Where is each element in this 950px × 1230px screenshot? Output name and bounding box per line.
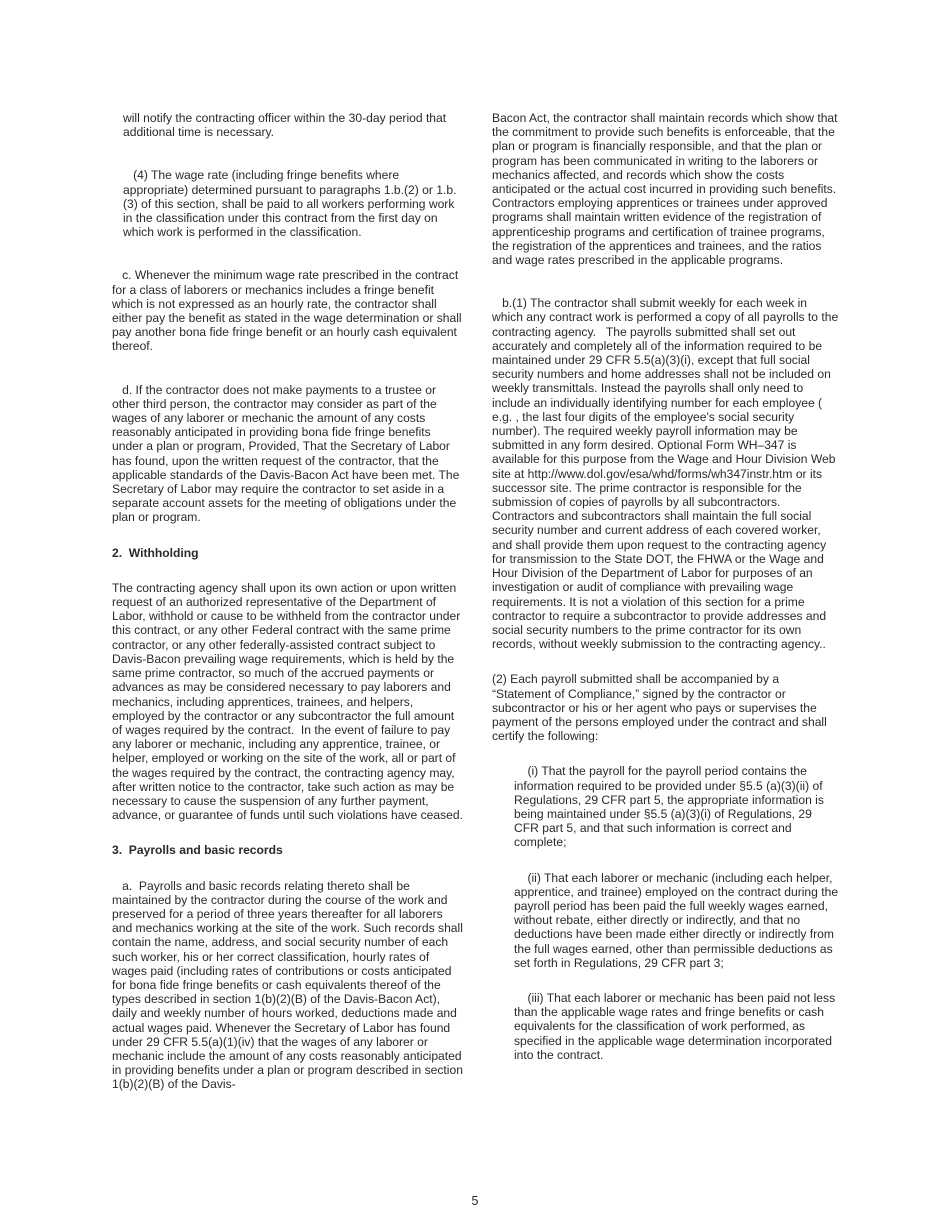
paragraph-certify-ii: (ii) That each laborer or mechanic (including each helper, apprentice, and trainee) employed on the contract during the payroll period has been paid the full weekly wages earned, without rebate, either directly or indirectly, and that no deductions have been made either directly or indirectly from the full wages earned, other than permissible deductions as set forth in Regulations, 29 CFR part 3; (514, 870, 842, 970)
paragraph-continued-right: Bacon Act, the contractor shall maintain records which show that the commitment to provide such benefits is enforceable, that the plan or program is financially responsible, and that the plan or program has been communicated in writing to the laborers or mechanics affected, and records which show the costs anticipated or the actual cost incurred in providing such benefits. Contractors employing apprentices or trainees under approved programs shall maintain written evidence of the registration of apprenticeship programs and certification of trainee programs, the registration of the apprentices and trainees, and the ratios and wage rates prescribed in the applicable programs. (492, 111, 841, 268)
page-number: 5 (471, 1194, 479, 1208)
paragraph-b1: b.(1) The contractor shall submit weekly for each week in which any contract work is performed a copy of all payrolls to the contracting agency. The payrolls submitted shall set out accurately and completely all of the information required to be maintained under 29 CFR 5.5(a)(3)(i), except that full social security numbers and home addresses shall not be included on weekly transmittals. Instead the payrolls shall only need to include an individually identifying number for each employee ( e.g. , the last four digits of the employee's social security number). The required weekly payroll information may be submitted in any form desired. Optional Form WH–347 is available for this purpose from the Wage and Hour Division Web site at http://www.dol.gov/esa/whd/forms/wh347instr.htm or its successor site. The prime contractor is responsible for the submission of copies of payrolls by all subcontractors. Contractors and subcontractors shall maintain the full social security number and current address of each covered worker, and shall provide them upon request to the contracting agency for transmission to the State DOT, the FHWA or the Wage and Hour Division of the Department of Labor for purposes of an investigation or audit of compliance with prevailing wage requirements. It is not a violation of this section for a prime contractor to require a subcontractor to provide addresses and social security numbers to the prime contractor for its own records, without weekly submission to the contracting agency.. (492, 296, 842, 652)
left-column (112, 111, 467, 1092)
paragraph-c: c. Whenever the minimum wage rate prescribed in the contract for a class of laborers or mechanics includes a fringe benefit which is not expressed as an hourly rate, the contractor shall either pay the benefit as stated in the wage determination or shall pay another bona fide fringe benefit or an hourly cash equivalent thereof. (112, 268, 465, 354)
paragraph-certify-i: (i) That the payroll for the payroll period contains the information required to be provided under §5.5 (a)(3)(ii) of Regulations, 29 CFR part 5, the appropriate information is being maintained under §5.5 (a)(3)(i) of Regulations, 29 CFR part 5, and that such information is correct and complete; (514, 764, 828, 850)
right-column (492, 111, 840, 1062)
paragraph-certify-iii: (iii) That each laborer or mechanic has been paid not less than the applicable wage rates and fringe benefits or cash equivalents for the classification of work performed, as specified in the applicable wage determination incorporated into the contract. (514, 990, 839, 1062)
paragraph-continued-left: will notify the contracting officer within the 30-day period that additional time is necessary. (123, 111, 450, 140)
paragraph-payrolls-a: a. Payrolls and basic records relating thereto shall be maintained by the contractor during the course of the work and preserved for a period of three years thereafter for all laborers and mechanics working at the site of the work. Such records shall contain the name, address, and social security number of each such worker, his or her correct classification, hourly rates of wages paid (including rates of contributions or costs anticipated for bona fide fringe benefits or cash equivalents thereof of the types described in section 1(b)(2)(B) of the Davis-Bacon Act), daily and weekly number of hours worked, deductions made and actual wages paid. Whenever the Secretary of Labor has found under 29 CFR 5.5(a)(1)(iv) that the wages of any laborer or mechanic include the amount of any costs reasonably anticipated in providing benefits under a plan or program described in section 1(b)(2)(B) of the Davis- (112, 878, 467, 1092)
paragraph-b2: (2) Each payroll submitted shall be accompanied by a “Statement of Compliance,” signed by the contractor or subcontractor or his or her agent who pays or supervises the payment of the persons employed under the contract and shall certify the following: (492, 672, 831, 744)
heading-payrolls: 3. Payrolls and basic records (112, 843, 283, 858)
paragraph-withholding: The contracting agency shall upon its own action or upon written request of an authorized representative of the Department of Labor, withhold or cause to be withheld from the contractor under this contract, or any other Federal contract with the same prime contractor, or any other federally-assisted contract subject to Davis-Bacon prevailing wage requirements, which is held by the same prime contractor, so much of the accrued payments or advances as may be considered necessary to pay laborers and mechanics, including apprentices, trainees, and helpers, employed by the contractor or any subcontractor the full amount of wages required by the contract. In the event of failure to pay any laborer or mechanic, including any apprentice, trainee, or helper, employed or working on the site of the work, all or part of the wages required by the contract, the contracting agency may, after written notice to the contractor, take such action as may be necessary to cause the suspension of any further payment, advance, or guarantee of funds until such violations have ceased. (112, 580, 464, 823)
paragraph-d: d. If the contractor does not make payments to a trustee or other third person, the contractor may consider as part of the wages of any laborer or mechanic the amount of any costs reasonably anticipated in providing bona fide fringe benefits under a plan or program, Provided, That the Secretary of Labor has found, upon the written request of the contractor, that the applicable standards of the Davis-Bacon Act have been met. The Secretary of Labor may require the contractor to set aside in a separate account assets for the meeting of obligations under the plan or program. (112, 382, 463, 525)
paragraph-wage-rate: (4) The wage rate (including fringe benefits where appropriate) determined pursuant to paragraphs 1.b.(2) or 1.b.(3) of this section, shall be paid to all workers performing work in the classification under this contract from the first day on which work is performed in the classification. (123, 168, 458, 240)
heading-withholding: 2. Withholding (112, 545, 199, 560)
